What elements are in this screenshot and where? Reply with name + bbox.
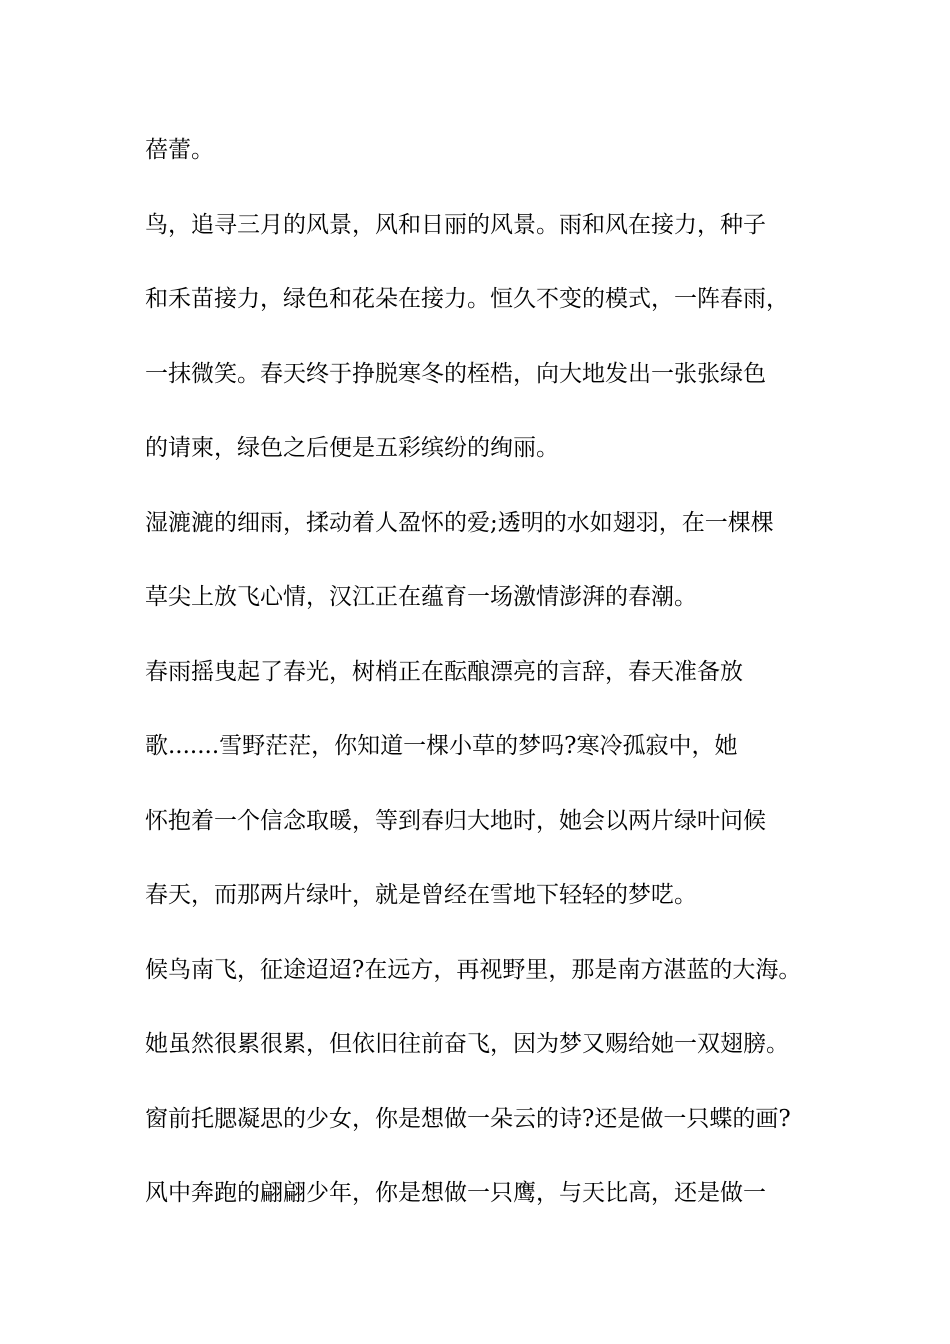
- text-line-8: 春雨摇曳起了春光，树梢正在酝酿漂亮的言辞，春天准备放: [145, 658, 743, 685]
- text-line-13: 她虽然很累很累，但依旧往前奋飞，因为梦又赐给她一双翅膀。: [145, 1031, 789, 1057]
- text-line-6: 湿漉漉的细雨，揉动着人盈怀的爱;透明的水如翅羽，在一棵棵: [145, 509, 774, 536]
- text-line-3: 和禾苗接力，绿色和花朵在接力。恒久不变的模式，一阵春雨，: [145, 286, 789, 312]
- text-line-1: 蓓蕾。: [145, 137, 214, 163]
- text-line-12: 候鸟南飞，征途迢迢?在远方，再视野里，那是南方湛蓝的大海。: [145, 956, 802, 983]
- text-line-2: 鸟，追寻三月的风景，风和日丽的风景。雨和风在接力，种子: [145, 211, 766, 238]
- text-line-15: 风中奔跑的翩翩少年，你是想做一只鹰，与天比高，还是做一: [145, 1180, 766, 1206]
- text-line-14: 窗前托腮凝思的少女，你是想做一朵云的诗?还是做一只蝶的画?: [145, 1105, 791, 1132]
- text-line-4: 一抹微笑。春天终于挣脱寒冬的桎梏，向大地发出一张张绿色: [145, 360, 766, 387]
- body-text: [145, 127, 825, 1245]
- text-line-11: 春天，而那两片绿叶，就是曾经在雪地下轻轻的梦呓。: [145, 882, 697, 908]
- text-line-5: 的请柬，绿色之后便是五彩缤纷的绚丽。: [145, 435, 559, 461]
- text-line-7: 草尖上放飞心情，汉江正在蕴育一场激情澎湃的春潮。: [145, 584, 697, 610]
- text-line-9: 歌.......雪野茫茫，你知道一棵小草的梦吗?寒冷孤寂中，她: [145, 733, 738, 759]
- text-line-10: 怀抱着一个信念取暖，等到春归大地时，她会以两片绿叶问候: [145, 807, 766, 834]
